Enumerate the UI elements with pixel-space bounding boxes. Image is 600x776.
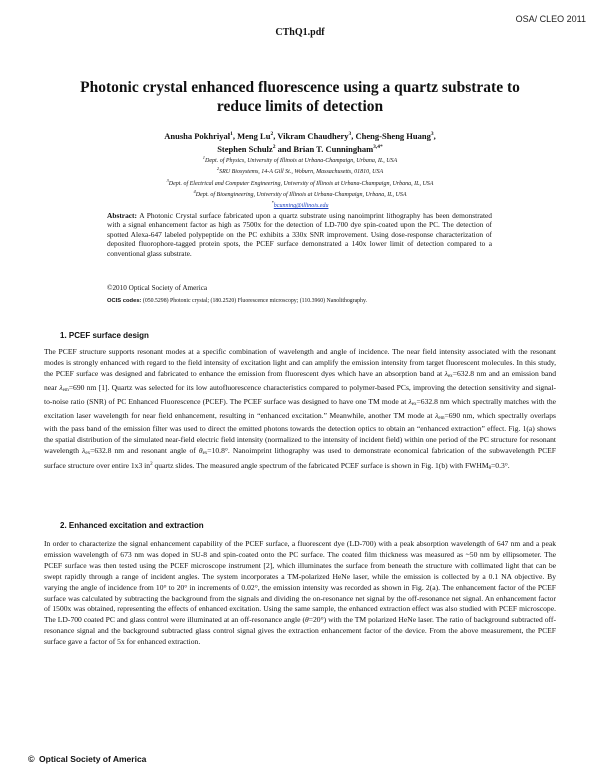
text-run: =10.8°. Nanoimprint lithography was used to demonstrate economical fabrication of the subwavelength PCEF surface structure over entire 1x3 in <box>44 446 556 471</box>
abstract <box>107 211 492 258</box>
author-affil-mark: 1 <box>230 131 233 137</box>
section-heading: 1. PCEF surface design <box>60 331 149 340</box>
text-run: =20°) with the TM polarized HeNe laser. The ratio of background subtracted off-resonance signal and the background subtracted glass control signal gives the extraction enhancement factor of the device. From the above measurement, the PCEF surface gave a factor of 5x for enhanced extraction. <box>44 615 556 647</box>
section-body <box>44 347 556 475</box>
text-run: =632.8 nm and resonant angle of <box>90 446 199 456</box>
footer-text: Optical Society of America <box>39 754 147 764</box>
author-affil-mark: 2 <box>272 143 276 150</box>
symbol: λ <box>435 410 439 420</box>
affil-text: SRU Biosystems, 14-A Gill St., Woburn, Massachusetts, 01810, USA <box>219 169 384 176</box>
symbol: λ <box>82 446 86 456</box>
superscript: 2 <box>150 462 153 468</box>
affil-mark: 4 <box>193 188 196 194</box>
author-name: Brian T. Cunningham <box>293 143 374 154</box>
affiliation <box>80 165 520 176</box>
symbol: λ <box>444 368 448 378</box>
email-link[interactable]: bcunning@illinois.edu <box>273 203 329 210</box>
affiliation <box>80 154 520 165</box>
text-run: =632.8 nm which spectrally matches with the excitation laser wavelength for near field enhancement, resulting in “enhanced excitation.” Meanwhile, another TM mode at <box>44 396 556 420</box>
abstract-label: Abstract: <box>107 211 137 220</box>
text-run: =632.8 nm and an emission band near <box>44 368 556 392</box>
author-affil-mark: 2 <box>270 131 274 137</box>
affil-mark: * <box>271 200 274 206</box>
affiliation <box>80 188 520 199</box>
symbol: θ <box>304 615 309 625</box>
conference-label: OSA/ CLEO 2011 <box>515 14 586 24</box>
subscript: em <box>438 415 445 421</box>
contact-email <box>80 199 520 210</box>
subscript: ex <box>85 451 91 457</box>
author-name: Vikram Chaudhery <box>277 130 349 141</box>
section-heading: 2. Enhanced excitation and extraction <box>60 521 204 530</box>
author-name: Anusha Pokhriyal <box>164 130 231 141</box>
affil-text: Dept. of Electrical and Computer Engineering, University of Illinois at Urbana-Champaign, Urbana, IL, USA <box>168 180 434 187</box>
affil-mark: 2 <box>216 166 220 172</box>
text-run: =690 nm [1]. Quartz was selected for its low autofluorescence characteristics compared to polymer-based PCs, improving the detection sensitivity and signal-to-noise ratio (SNR) of PC Enhanced Fluorescence (PCEF). The PCEF surface was designed to have one TM mode at <box>44 382 556 406</box>
subscript: ex <box>411 401 417 407</box>
author-affil-mark: 3 <box>430 131 434 137</box>
author-list: Anusha Pokhriyal$^1$, Meng Lu$^2$, Vikram Chaudhery$^3$, Cheng-Sheng Huang$^3$, Stephen Schulz$^2$ and Brian T. Cunningham$^{3,4*}$ <box>164 130 436 154</box>
footer-copyright <box>28 754 146 764</box>
section-body <box>44 539 556 648</box>
affil-mark: 1 <box>202 155 206 160</box>
author-name: Stephen Schulz <box>217 143 273 154</box>
symbol: λ <box>408 396 412 406</box>
text-run: =690 nm, which spectrally overlaps with the pass band of the emission filter was used to direct the emitted photons towards the detection optics to obtain an “enhanced extraction” effect. Fig. 1(a) shows the spatial distribution of the simulated near-field electric field intensity (normalized to the intensity of incident field) within one period of the PC structure for resonant wavelength <box>44 410 556 456</box>
text-run: The PCEF structure supports resonant modes at a specific combination of wavelength and angle of incidence. The near field intensity associated with the resonant modes is strongly enhanced with regard to the field intensity of excitation light and can amplify the emission intensity from target fluorescent molecules. In this study, the PCEF surface was designed and fabricated to enhance the emission from fluorescent dyes which have an absorption band at <box>44 347 556 378</box>
abstract-text: A Photonic Crystal surface fabricated upon a quartz substrate using nanoimprint lithography has been demonstrated with a signal enhancement factor as high as 7500x for the detection of LD-700 dye spin-coated upon the PC. The detection of spotted Alexa-647 labeled polypeptide on the PC exhibits a 330x SNR improvement. Using dose-response characterization of deposited fluorophore-tagged protein spots, the PCEF surface demonstrated a 140x lower limit of detection compared to a conventional glass substrate. <box>107 211 492 258</box>
author-name: Cheng-Sheng Huang <box>355 130 431 141</box>
subscript: θ <box>488 466 491 472</box>
author-affil-mark: 3 <box>348 131 352 137</box>
affil-text: Dept. of Bioengineering, University of Illinois at Urbana-Champaign, Urbana, IL, USA <box>195 191 407 198</box>
symbol: θ <box>198 446 203 456</box>
text-run: In order to characterize the signal enhancement capability of the PCEF surface, a fluorescent dye (LD-700) with a peak absorption wavelength of 647 nm and a peak emission wavelength of 673 nm was doped in SU-8 and spin-coated onto the PC surface. The coated film thickness was measured as ~50 nm by ellipsometer. The PCEF surface was then tested using the PCEF microscope instrument [2], which illuminates the surface from beneath the structure with collimated light that can be swept rapidly through a range of incident angles. The system incorporates a TM-polarized HeNe laser, while the emission is collected by a 0.1 NA objective. By varying the angle of incidence from 10° to 20° in increments of 0.02°, the emission intensity was recorded as shown in Fig. 2(a). The enhancement factor of the PCEF surface was calculated by subtracting the background from the signals and dividing the on-resonance net signal by the off-resonance net signal. An enhancement factor of 1500x was obtained, representing the effects of enhanced excitation. Using the same sample, the enhanced extraction effect was also studied with PCEF microscope. The LD-700 coated PC and glass control were illuminated at an off-resonance angle ( <box>44 539 556 625</box>
text-run: quartz slides. The measured angle spectrum of the fabricated PCEF surface is shown in Fig. 1(b) with FWHM <box>152 461 489 471</box>
ocis-label: OCIS codes: <box>107 298 142 304</box>
subscript: ex <box>202 451 208 457</box>
symbol: λ <box>59 382 63 392</box>
subscript: em <box>62 387 69 393</box>
ocis-codes <box>107 297 497 305</box>
author-affil-mark: 3,4* <box>373 143 383 150</box>
author-name: Meng Lu <box>237 130 271 141</box>
affil-text: Dept. of Physics, University of Illinois at Urbana-Champaign, Urbana, IL, USA <box>205 158 398 164</box>
copyright-line: ©2010 Optical Society of America <box>107 284 208 292</box>
copyright-icon: © <box>28 754 35 764</box>
file-name: CThQ1.pdf <box>275 27 325 38</box>
subscript: ex <box>447 373 453 379</box>
affiliation <box>80 177 520 188</box>
text-run: =0.3°. <box>491 461 510 471</box>
affiliation-list <box>80 154 520 210</box>
author-conjunction: and <box>277 143 292 154</box>
paper-title: Photonic crystal enhanced fluorescence using a quartz substrate to reduce limits of detection <box>80 79 520 115</box>
ocis-text: (050.5298) Photonic crystal; (180.2520) Fluorescence microscopy; (110.3960) Nanolithography. <box>142 298 367 304</box>
affil-mark: 3 <box>166 177 169 183</box>
